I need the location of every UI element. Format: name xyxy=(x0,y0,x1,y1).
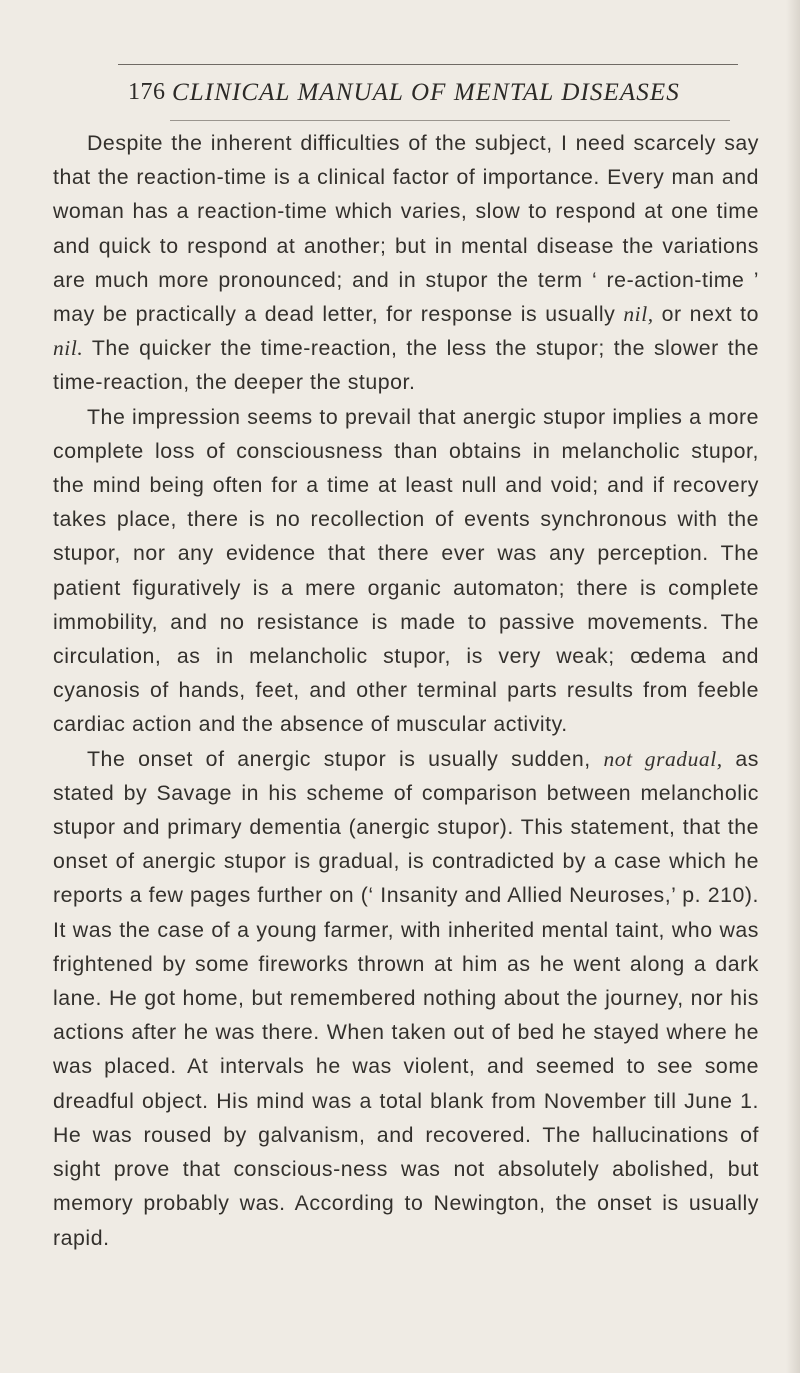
italic-text: not gradual, xyxy=(603,746,723,771)
header-rule xyxy=(170,120,730,121)
running-title: CLINICAL MANUAL OF MENTAL DISEASES xyxy=(172,79,680,106)
text-run: The impression seems to prevail that anergic stupor implies a more complete loss of consciousness than obtains in melancholic stupor, the mind being often for a time at least null and void; and if recovery takes place, there is no recollection of events synchronous with the stupor, nor any evidence that there ever was any perception. The patient figuratively is a mere organic automaton; there is complete immobility, and no resistance is made to passive movements. The circulation, as in melancholic stupor, is very weak; œdema and cyanosis of hands, feet, and other terminal parts results from feeble cardiac action and the absence of muscular activity. xyxy=(53,404,759,737)
paragraph xyxy=(53,400,759,742)
text-run: Despite the inherent difficulties of the subject, I need scarcely say that the reaction-time is a clinical factor of importance. Every man and woman has a reaction-time which varies, slow to respond at one time and quick to respond at another; but in mental disease the variations are much more pronounced; and in stupor the term ‘ re-action-time ’ may be practically a dead letter, for response is usually xyxy=(53,131,759,327)
text-run: as stated by Savage in his scheme of comparison between melancholic stupor and primary dementia (anergic stupor). This statement, that the onset of anergic stupor is gradual, is contradicted by a case which he reports a few pages further on (‘ Insanity and Allied Neuroses,’ p. 210). It was the case of a young farmer, with inherited mental taint, who was frightened by some fireworks thrown at him as he went along a dark lane. He got home, but remembered nothing about the journey, nor his actions after he was there. When taken out of bed he stayed where he was placed. At intervals he was violent, and seemed to see some dreadful object. His mind was a total blank from November till June 1. He was roused by galvanism, and recovered. The hallucinations of sight prove that conscious-ness was not absolutely abolished, but memory probably was. According to Newington, the onset is usually rapid. xyxy=(53,746,760,1250)
top-rule xyxy=(118,64,738,65)
text-run: The onset of anergic stupor is usually sudden, xyxy=(87,746,604,771)
text-run: The quicker the time-reaction, the less the stupor; the slower the time-reaction, the deeper the stupor. xyxy=(53,336,759,395)
page-header xyxy=(128,79,768,115)
paragraph xyxy=(53,126,759,400)
italic-text: nil, xyxy=(623,302,654,327)
italic-text: nil. xyxy=(53,336,84,361)
page-edge-shadow xyxy=(786,0,800,1373)
page-number: 176 xyxy=(128,79,166,105)
body-text xyxy=(53,126,759,1255)
paragraph xyxy=(53,742,759,1255)
text-run: or next to xyxy=(653,302,759,327)
